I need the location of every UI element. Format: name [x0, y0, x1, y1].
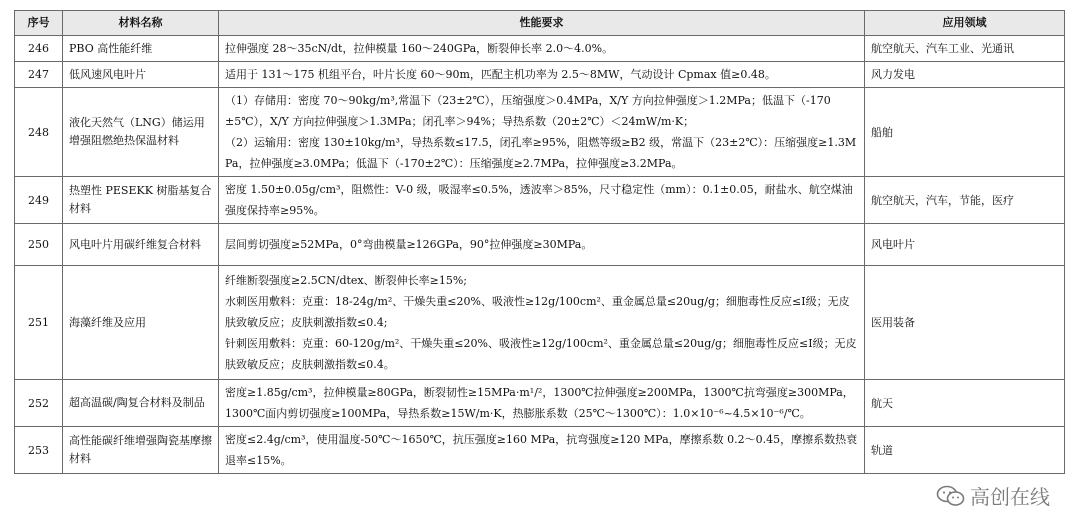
table-row — [15, 266, 1065, 380]
row-performance — [219, 224, 865, 266]
row-seq: 247 — [15, 62, 63, 88]
row-application: 轨道 — [865, 427, 1065, 474]
perf-line: （1）存储用：密度 70～90kg/m³,常温下（23±2℃），压缩强度＞0.4MPa，X/Y 方向拉伸强度＞1.2MPa；低温下（-170±5℃），X/Y 方向拉伸强度＞1.3MPa；闭孔率＞94%；导热系数（20±2℃）＜24mW/m·K； — [225, 94, 831, 128]
perf-line: 纤维断裂强度≥2.5CN/dtex、断裂伸长率≥15%; — [225, 274, 468, 287]
watermark — [932, 481, 1054, 510]
table-row — [15, 177, 1065, 224]
row-application: 船舶 — [865, 88, 1065, 177]
header-application: 应用领域 — [865, 11, 1065, 36]
header-material-name: 材料名称 — [63, 11, 219, 36]
header-performance: 性能要求 — [219, 11, 865, 36]
row-application: 航天 — [865, 380, 1065, 427]
header-seq: 序号 — [15, 11, 63, 36]
row-performance — [219, 62, 865, 88]
table-row — [15, 224, 1065, 266]
row-performance — [219, 88, 865, 177]
row-seq: 250 — [15, 224, 63, 266]
table-row — [15, 380, 1065, 427]
perf-line: 适用于 131～175 机组平台，叶片长度 60～90m，匹配主机功率为 2.5～8MW，气动设计 Cpmax 值≥0.48。 — [225, 68, 776, 81]
table-row — [15, 62, 1065, 88]
row-application: 风力发电 — [865, 62, 1065, 88]
row-performance — [219, 266, 865, 380]
row-material-name: 风电叶片用碳纤维复合材料 — [63, 224, 219, 266]
row-application: 航空航天、汽车工业、光通讯 — [865, 36, 1065, 62]
row-application: 医用装备 — [865, 266, 1065, 380]
row-material-name: 热塑性 PESEKK 树脂基复合材料 — [63, 177, 219, 224]
perf-line: 水刺医用敷料：克重：18-24g/m²、干燥失重≤20%、吸液性≥12g/100cm²、重金属总量≤20ug/g；细胞毒性反应≤Ⅰ级；无皮肤致敏反应；皮肤刺激指数≤0.4; — [225, 295, 850, 329]
watermark-text: 高创在线 — [970, 485, 1050, 509]
materials-table — [14, 10, 1065, 474]
row-material-name: 高性能碳纤维增强陶瓷基摩擦材料 — [63, 427, 219, 474]
row-material-name: 超高温碳/陶复合材料及制品 — [63, 380, 219, 427]
row-seq: 248 — [15, 88, 63, 177]
perf-line: 密度 1.50±0.05g/cm³，阻燃性：V-0 级，吸湿率≤0.5%，透波率＞85%，尺寸稳定性（mm）：0.1±0.05，耐盐水、航空煤油强度保持率≥95%。 — [225, 183, 853, 217]
perf-line: 密度≤2.4g/cm³，使用温度-50℃～1650℃，抗压强度≥160 MPa，抗弯强度≥120 MPa，摩擦系数 0.2～0.45，摩擦系数热衰退率≤15%。 — [225, 433, 858, 467]
row-material-name: PBO 高性能纤维 — [63, 36, 219, 62]
table-header-row — [15, 11, 1065, 36]
row-seq: 251 — [15, 266, 63, 380]
perf-line: 拉伸强度 28～35cN/dt，拉伸模量 160～240GPa，断裂伸长率 2.0～4.0%。 — [225, 42, 614, 55]
row-performance — [219, 177, 865, 224]
wechat-icon — [936, 484, 966, 508]
perf-line: 层间剪切强度≥52MPa，0°弯曲模量≥126GPa，90°拉伸强度≥30MPa。 — [225, 238, 593, 251]
table-row — [15, 36, 1065, 62]
row-material-name: 海藻纤维及应用 — [63, 266, 219, 380]
row-seq: 253 — [15, 427, 63, 474]
table-row — [15, 88, 1065, 177]
row-performance — [219, 36, 865, 62]
perf-line: （2）运输用：密度 130±10kg/m³，导热系数≤17.5，闭孔率≥95%，阻燃等级≥B2 级，常温下（23±2℃）：压缩强度≥1.3MPa，拉伸强度≥3.0MPa；低温下（-170±2℃）：压缩强度≥2.7MPa，拉伸强度≥3.2MPa。 — [225, 136, 857, 170]
row-application: 风电叶片 — [865, 224, 1065, 266]
row-seq: 246 — [15, 36, 63, 62]
row-material-name: 低风速风电叶片 — [63, 62, 219, 88]
row-application: 航空航天，汽车，节能，医疗 — [865, 177, 1065, 224]
row-performance — [219, 380, 865, 427]
row-material-name: 液化天然气（LNG）储运用增强阻燃绝热保温材料 — [63, 88, 219, 177]
row-seq: 249 — [15, 177, 63, 224]
table-row — [15, 427, 1065, 474]
row-performance — [219, 427, 865, 474]
row-seq: 252 — [15, 380, 63, 427]
perf-line: 密度≥1.85g/cm³，拉伸模量≥80GPa，断裂韧性≥15MPa·m¹/²，1300℃拉伸强度≥200MPa，1300℃抗弯强度≥300MPa，1300℃面内剪切强度≥100MPa，导热系数≥15W/m·K，热膨胀系数（25℃～1300℃）：1.0×10⁻⁶~4.5×10⁻⁶/℃。 — [225, 386, 854, 420]
perf-line: 针刺医用敷料：克重：60-120g/m²、干燥失重≤20%、吸液性≥12g/100cm²、重金属总量≤20ug/g；细胞毒性反应≤Ⅰ级；无皮肤致敏反应；皮肤刺激指数≤0.4。 — [225, 337, 857, 371]
